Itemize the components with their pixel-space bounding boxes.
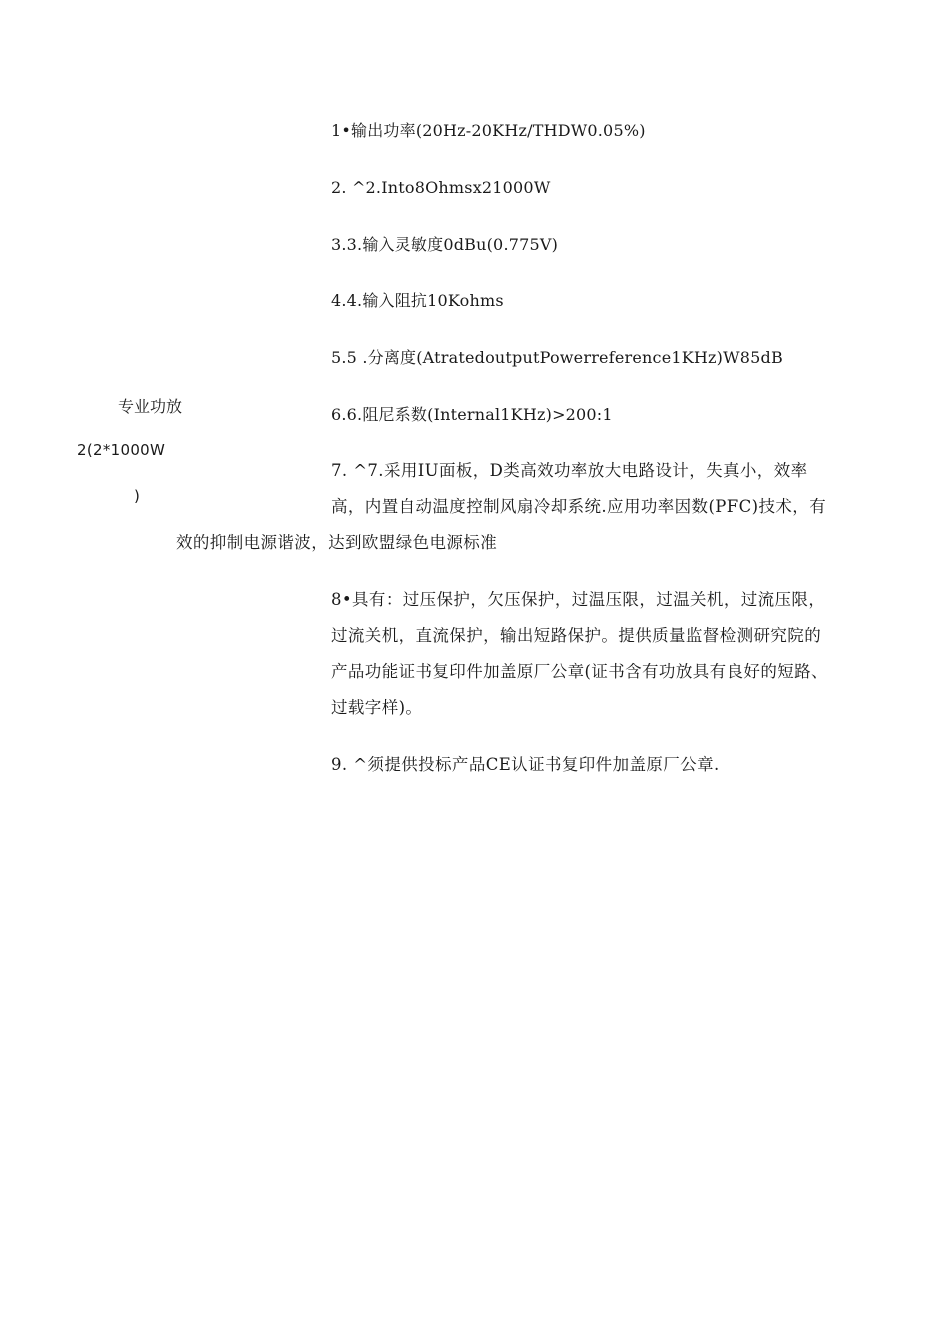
spec-item-7-line-3: 效的抑制电源谐波，达到欧盟绿色电源标准 xyxy=(176,533,498,552)
product-model: 2(2*1000W xyxy=(77,441,166,459)
spec-item-8-line-4: 过载字样)。 xyxy=(331,698,423,717)
spec-item-1: 1•输出功率(20Hz-20KHz/THDW0.05%) xyxy=(331,121,646,140)
spec-item-6: 6.6.阻尼系数(Internal1KHz)>200:1 xyxy=(331,405,613,424)
product-model-close: ) xyxy=(134,487,140,505)
spec-item-5: 5.5 .分离度(AtratedoutputPowerreference1KHz)W85dB xyxy=(331,348,783,367)
product-name: 专业功放 xyxy=(118,397,183,416)
spec-item-8-line-2: 过流关机，直流保护，输出短路保护。提供质量监督检测研究院的 xyxy=(331,626,822,645)
spec-item-8-line-3: 产品功能证书复印件加盖原厂公章(证书含有功放具有良好的短路、 xyxy=(331,662,828,681)
spec-item-4: 4.4.输入阻抗10Kohms xyxy=(331,291,504,310)
spec-item-9: 9. ^须提供投标产品CE认证书复印件加盖原厂公章. xyxy=(331,755,720,774)
spec-item-7-line-2: 高，内置自动温度控制风扇冷却系统.应用功率因数(PFC)技术，有 xyxy=(331,497,827,516)
spec-item-3: 3.3.输入灵敏度0dBu(0.775V) xyxy=(331,235,559,254)
spec-item-7-line-1: 7. ^7.采用IU面板，D类高效功率放大电路设计，失真小，效率 xyxy=(331,461,808,480)
spec-item-8-line-1: 8•具有：过压保护，欠压保护，过温压限，过温关机，过流压限， xyxy=(331,590,826,609)
spec-item-2: 2. ^2.Into8Ohmsx21000W xyxy=(331,178,551,197)
